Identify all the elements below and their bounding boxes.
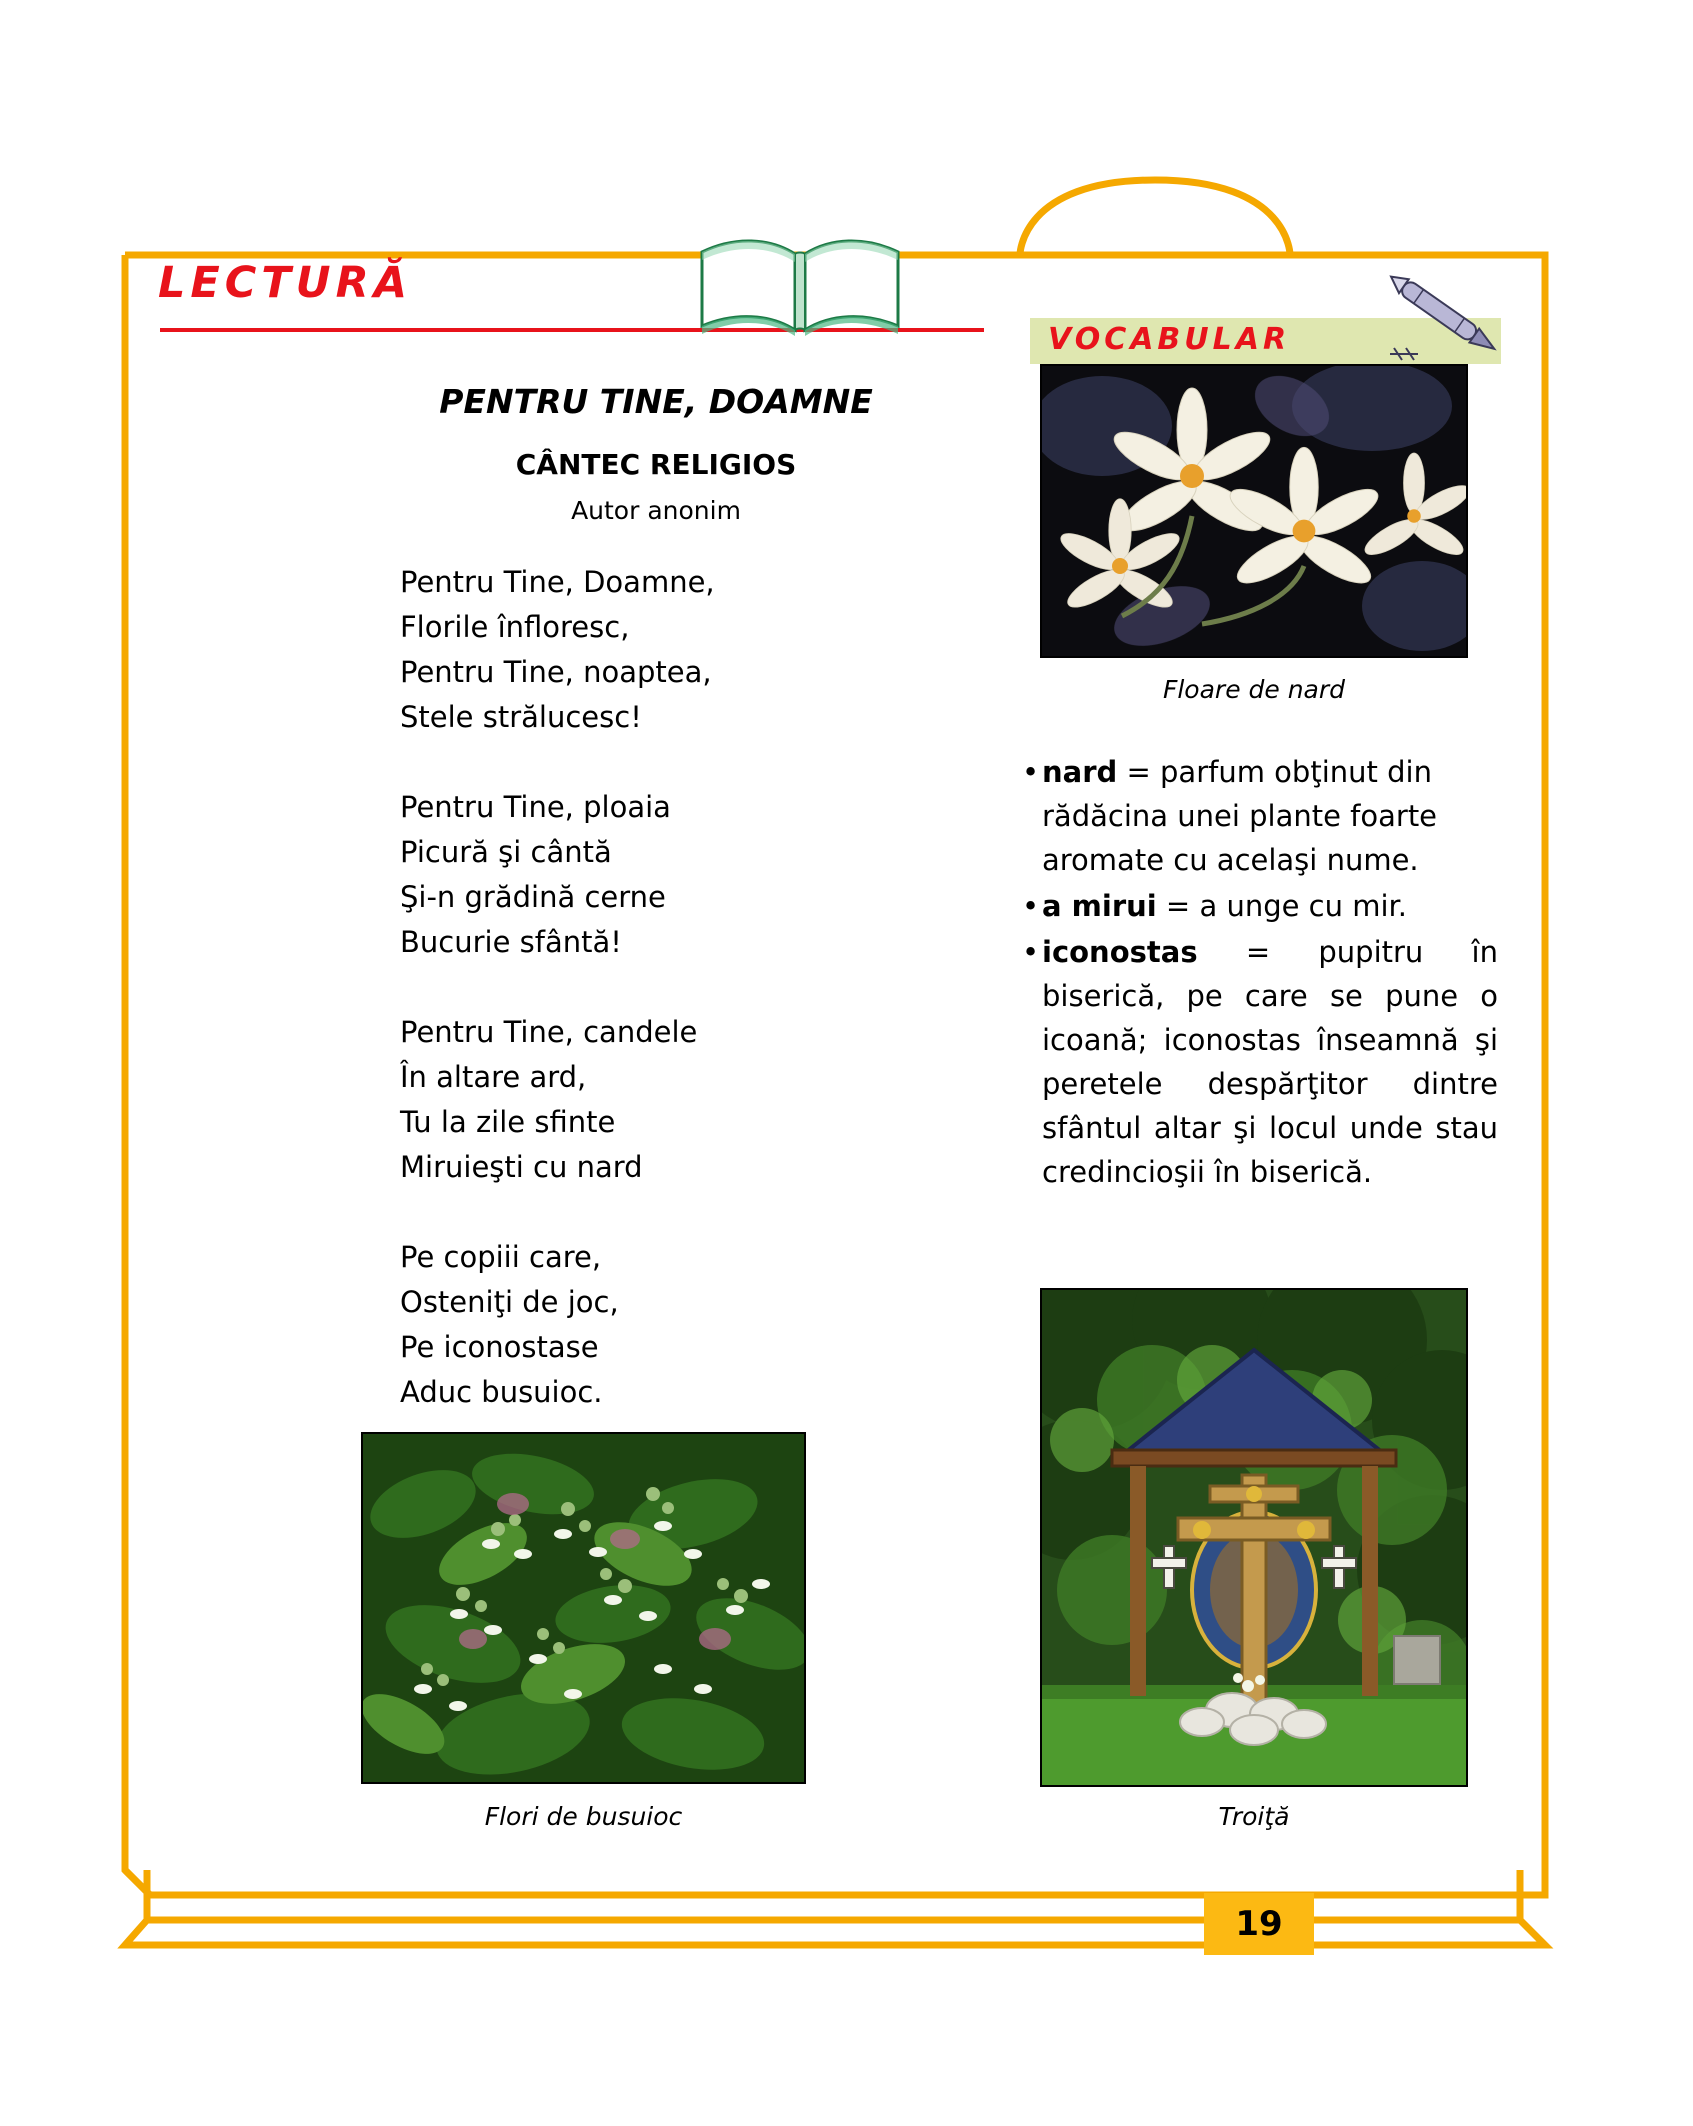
vocabular-entry [1018, 884, 1498, 928]
poem-line: Pentru Tine, Doamne, [400, 565, 715, 599]
poem-line: Picură şi cântă [400, 835, 612, 869]
poem-line: Osteniţi de joc, [400, 1285, 619, 1319]
vocabular-definition: = a unge cu mir. [1156, 889, 1407, 923]
page-number [1204, 1893, 1314, 1955]
vocabular-definition: = pupitru în biserică, pe care se pune o icoană; iconostas înseamnă şi peretele despărţitor dintre sfântul altar şi locul unde stau credincioşii în biserică. [1042, 935, 1498, 1189]
busuioc-caption: Flori de busuioc [484, 1802, 683, 1831]
poem-title: PENTRU TINE, DOAMNE [439, 382, 873, 421]
poem-line: Aduc busuioc. [400, 1375, 603, 1409]
poem-line: Pentru Tine, noaptea, [400, 655, 712, 689]
poem-line: Miruieşti cu nard [400, 1150, 643, 1184]
troita-caption: Troiţă [1218, 1802, 1290, 1831]
poem-stanza [400, 1235, 960, 1415]
poem-stanza [400, 785, 960, 965]
poem-line: Pentru Tine, ploaia [400, 790, 671, 824]
poem-subtitle: CÂNTEC RELIGIOS [515, 448, 797, 481]
poem-line: Stele strălucesc! [400, 700, 642, 734]
quill-pen-icon [1372, 262, 1522, 372]
busuioc-photo [361, 1432, 806, 1784]
nard-photo [1040, 364, 1468, 658]
lectura-heading: LECTURĂ [158, 258, 412, 308]
vocabular-entry [1018, 750, 1498, 882]
poem-author: Autor anonim [571, 496, 741, 525]
poem-line: În altare ard, [400, 1060, 587, 1094]
bullet-icon: • [1022, 935, 1040, 969]
poem-line: Bucurie sfântă! [400, 925, 622, 959]
vocabular-heading: VOCABULAR [1048, 322, 1291, 357]
poem-stanza [400, 1010, 960, 1190]
open-book-icon [690, 222, 910, 342]
vocabular-term: a mirui [1042, 889, 1157, 923]
bullet-icon: • [1022, 755, 1040, 789]
troita-photo [1040, 1288, 1468, 1787]
page-number-value: 19 [1235, 1904, 1283, 1944]
poem-stanza [400, 560, 960, 740]
vocabular-term: iconostas [1042, 935, 1198, 969]
vocabular-definition: = parfum obţinut din rădăcina unei plante foarte aromate cu acelaşi nume. [1042, 755, 1438, 877]
nard-caption: Floare de nard [1162, 675, 1346, 704]
vocabular-entries [1018, 750, 1498, 1196]
poem-body [400, 560, 960, 1460]
poem-line: Pe copiii care, [400, 1240, 602, 1274]
poem-line: Pe iconostase [400, 1330, 599, 1364]
vocabular-entry [1018, 930, 1498, 1194]
poem-line: Tu la zile sfinte [400, 1105, 616, 1139]
vocabular-term: nard [1042, 755, 1118, 789]
poem-line: Pentru Tine, candele [400, 1015, 698, 1049]
poem-line: Florile înfloresc, [400, 610, 630, 644]
bullet-icon: • [1022, 889, 1040, 923]
poem-line: Şi-n grădină cerne [400, 880, 666, 914]
